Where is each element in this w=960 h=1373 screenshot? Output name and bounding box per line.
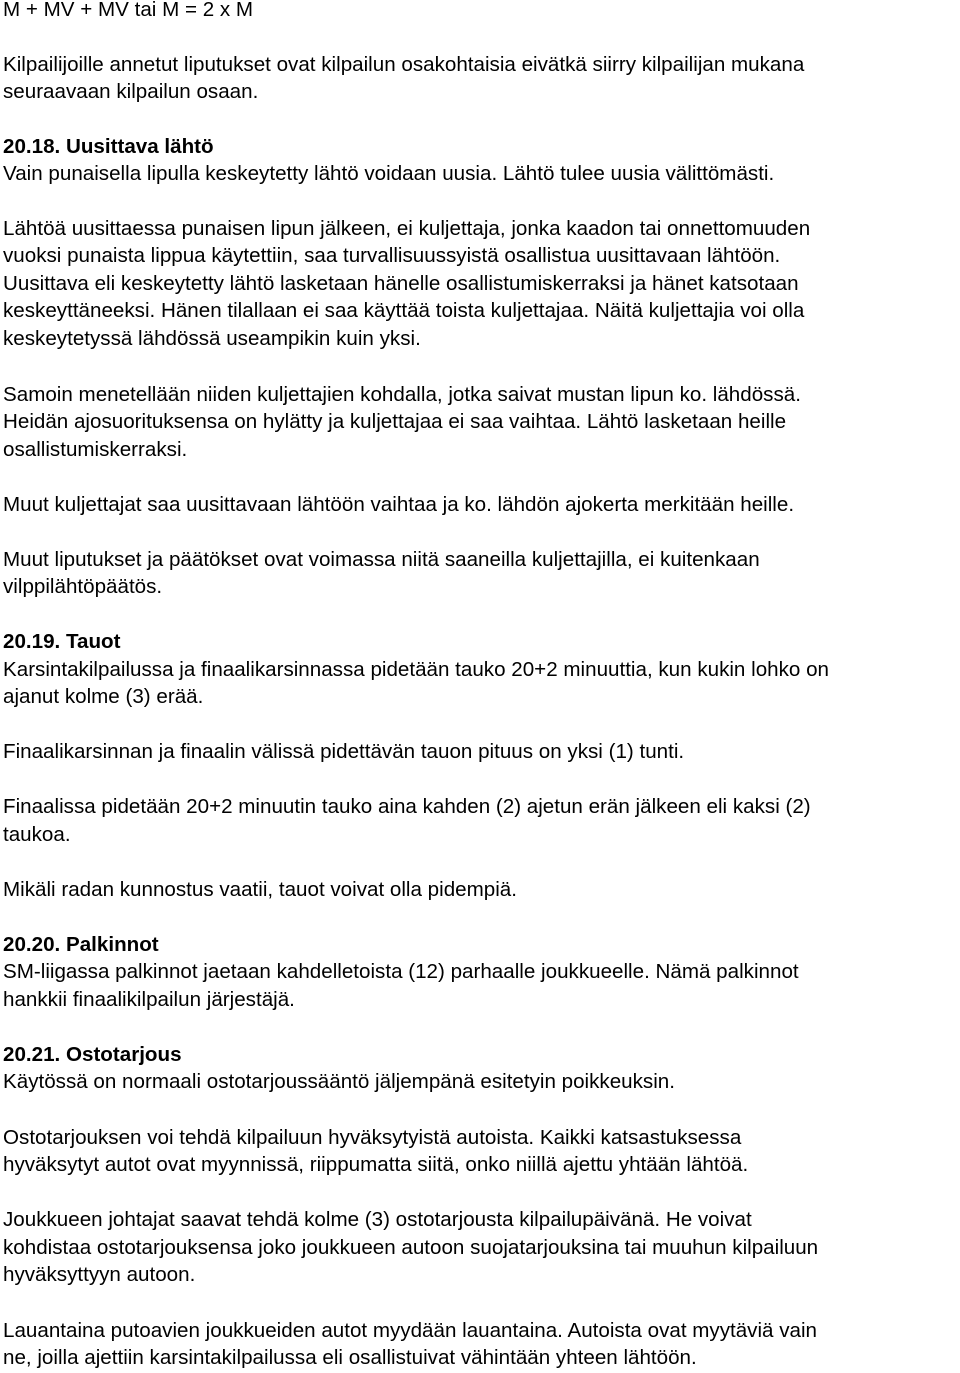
paragraph-line: Muut kuljettajat saa uusittavaan lähtöön vaihtaa ja ko. lähdön ajokerta merkitään heille.	[3, 493, 795, 516]
section-heading-20-20: 20.20. Palkinnot	[3, 933, 159, 956]
paragraph-line: Ostotarjouksen voi tehdä kilpailuun hyväksytyistä autoista. Kaikki katsastuksessa	[3, 1126, 742, 1149]
paragraph-line: Samoin menetellään niiden kuljettajien kohdalla, jotka saivat mustan lipun ko. lähdössä.	[3, 383, 801, 406]
paragraph-line: hyväksytyt autot ovat myynnissä, riippumatta siitä, onko niillä ajettu yhtään lähtöä.	[3, 1153, 749, 1176]
section-heading-20-19: 20.19. Tauot	[3, 630, 121, 653]
paragraph-line: Finaalikarsinnan ja finaalin välissä pidettävän tauon pituus on yksi (1) tunti.	[3, 740, 685, 763]
paragraph-line: SM-liigassa palkinnot jaetaan kahdelletoista (12) parhaalle joukkueelle. Nämä palkinnot	[3, 960, 799, 983]
paragraph-line: osallistumiskerraksi.	[3, 438, 188, 461]
paragraph-line: taukoa.	[3, 823, 71, 846]
paragraph-line: keskeytetyssä lähdössä useampikin kuin yksi.	[3, 327, 421, 350]
paragraph-line: vuoksi punaista lippua käytettiin, saa turvallisuussyistä osallistua uusittavaan lähtöön.	[3, 244, 781, 267]
paragraph-line: Käytössä on normaali ostotarjoussääntö jäljempänä esitetyin poikkeuksin.	[3, 1070, 675, 1093]
paragraph-line: ne, joilla ajettiin karsintakilpailussa eli osallistuivat vähintään yhteen lähtöön.	[3, 1346, 697, 1369]
paragraph-line: Lähtöä uusittaessa punaisen lipun jälkeen, ei kuljettaja, jonka kaadon tai onnettomuuden	[3, 217, 811, 240]
paragraph-line: Vain punaisella lipulla keskeytetty lähtö voidaan uusia. Lähtö tulee uusia välittömästi.	[3, 162, 775, 185]
section-heading-20-18: 20.18. Uusittava lähtö	[3, 135, 214, 158]
formula-line: M + MV + MV tai M = 2 x M	[3, 0, 254, 21]
paragraph-line: Heidän ajosuorituksensa on hylätty ja kuljettajaa ei saa vaihtaa. Lähtö lasketaan heille	[3, 410, 787, 433]
paragraph-line: Karsintakilpailussa ja finaalikarsinnassa pidetään tauko 20+2 minuuttia, kun kukin lohko on	[3, 658, 829, 681]
paragraph-line: Joukkueen johtajat saavat tehdä kolme (3) ostotarjousta kilpailupäivänä. He voivat	[3, 1208, 752, 1231]
paragraph-line: Uusittava eli keskeytetty lähtö lasketaan hänelle osallistumiskerraksi ja hänet katsotaan	[3, 272, 799, 295]
section-heading-20-21: 20.21. Ostotarjous	[3, 1043, 182, 1066]
paragraph-line: Finaalissa pidetään 20+2 minuutin tauko aina kahden (2) ajetun erän jälkeen eli kaksi (2)	[3, 795, 811, 818]
paragraph-line: ajanut kolme (3) erää.	[3, 685, 204, 708]
paragraph-line: Muut liputukset ja päätökset ovat voimassa niitä saaneilla kuljettajilla, ei kuitenkaan	[3, 548, 760, 571]
intro-paragraph-line: Kilpailijoille annetut liputukset ovat kilpailun osakohtaisia eivätkä siirry kilpailijan mukana	[3, 53, 805, 76]
paragraph-line: hyväksyttyyn autoon.	[3, 1263, 196, 1286]
intro-paragraph-line: seuraavaan kilpailun osaan.	[3, 80, 259, 103]
paragraph-line: Mikäli radan kunnostus vaatii, tauot voivat olla pidempiä.	[3, 878, 517, 901]
paragraph-line: hankkii finaalikilpailun järjestäjä.	[3, 988, 295, 1011]
paragraph-line: kohdistaa ostotarjouksensa joko joukkueen autoon suojatarjouksina tai muuhun kilpailuun	[3, 1236, 819, 1259]
paragraph-line: keskeyttäneeksi. Hänen tilallaan ei saa käyttää toista kuljettajaa. Näitä kuljettajia voi olla	[3, 299, 805, 322]
paragraph-line: vilppilähtöpäätös.	[3, 575, 163, 598]
paragraph-line: Lauantaina putoavien joukkueiden autot myydään lauantaina. Autoista ovat myytäviä vain	[3, 1319, 818, 1342]
